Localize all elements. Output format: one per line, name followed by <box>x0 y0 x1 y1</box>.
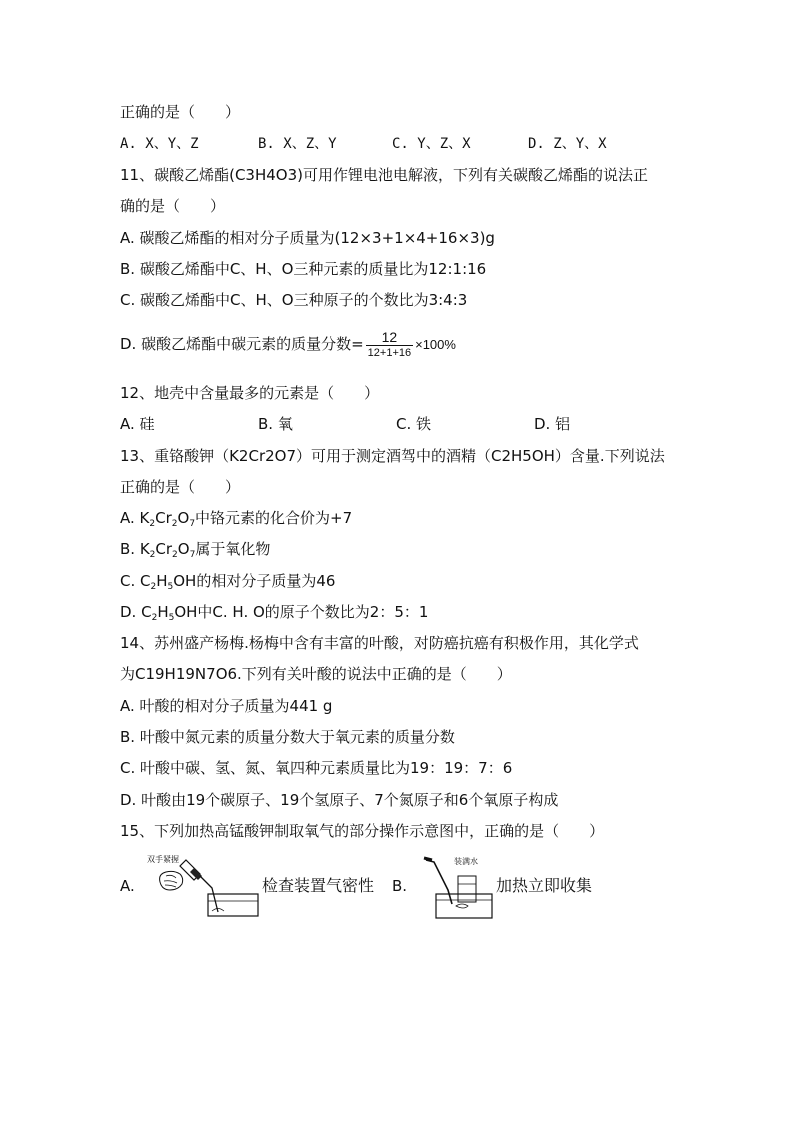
q11-fraction-denominator: 12+1+16 <box>367 347 412 359</box>
formula-subscript: 5 <box>167 582 174 592</box>
q11-option-a: A. 碳酸乙烯酯的相对分子质量为(12×3+1×4+16×3)g <box>120 229 495 247</box>
formula-element-h: H <box>157 603 169 621</box>
q15-stem: 15、下列加热高锰酸钾制取氧气的部分操作示意图中，正确的是（ ） <box>120 822 605 840</box>
q12-option-d: D. 铝 <box>534 415 571 433</box>
q13-option-b-text: 属于氧化物 <box>195 540 271 558</box>
airtightness-check-drawing <box>146 854 260 918</box>
q13-option-c-text: 的相对分子质量为46 <box>196 572 336 590</box>
q13-option-d-label: D. <box>120 603 142 621</box>
formula-subscript: 2 <box>151 613 158 623</box>
q13-option-a-text: 中铬元素的化合价为+7 <box>195 509 353 527</box>
q14-option-c: C. 叶酸中碳、氢、氮、氧四种元素质量比为19：19：7：6 <box>120 759 513 777</box>
q13-option-b-label: B. <box>120 540 140 558</box>
formula-subscript: 7 <box>189 519 196 529</box>
figure-water-collection <box>420 854 494 920</box>
formula-subscript: 2 <box>172 550 178 560</box>
q10-stem-tail: 正确的是（ ） <box>120 103 241 121</box>
formula-element-cr: Cr <box>155 540 173 558</box>
q13-option-d-text: 中C. H. O的原子个数比为2：5：1 <box>197 603 429 621</box>
formula-group-oh: OH <box>173 572 197 590</box>
collection-bottle-icon <box>458 876 476 902</box>
q13-formula-c2h5oh-c <box>140 572 196 590</box>
bubble-icon <box>456 904 468 908</box>
q11-stem-line1: 11、碳酸乙烯酯(C3H4O3)可用作锂电池电解液，下列有关碳酸乙烯酯的说法正 <box>120 166 648 184</box>
formula-subscript: 7 <box>189 550 196 560</box>
q13-stem-line2: 正确的是（ ） <box>120 478 241 496</box>
formula-group-oh: OH <box>174 603 198 621</box>
finger-lines <box>164 875 177 887</box>
q14-option-a: A. 叶酸的相对分子质量为441 g <box>120 697 333 715</box>
q13-option-a-label: A. <box>120 509 140 527</box>
formula-subscript: 2 <box>149 550 156 560</box>
q15-option-b-caption: 加热立即收集 <box>496 876 593 895</box>
q12-option-c: C. 铁 <box>396 415 432 433</box>
formula-element-k: K <box>139 509 150 527</box>
q15-option-a-caption: 检查装置气密性 <box>262 876 375 895</box>
q14-option-b: B. 叶酸中氮元素的质量分数大于氧元素的质量分数 <box>120 728 455 746</box>
formula-subscript: 2 <box>149 519 156 529</box>
q13-stem-line1: 13、重铬酸钾（K2Cr2O7）可用于测定酒驾中的酒精（C2H5OH）含量.下列说法 <box>120 447 665 465</box>
delivery-tube-icon <box>426 860 452 904</box>
q11-stem-line2: 确的是（ ） <box>120 197 226 215</box>
q11-fraction <box>366 329 413 360</box>
q12-stem: 12、地壳中含量最多的元素是（ ） <box>120 384 380 402</box>
q11-option-d-prefix: D. 碳酸乙烯酯中碳元素的质量分数= <box>120 335 364 353</box>
q13-formula-k2cr2o7-b <box>140 540 196 558</box>
tube-end-icon <box>424 858 432 860</box>
formula-element-cr: Cr <box>155 509 172 527</box>
formula-subscript: 2 <box>150 582 157 592</box>
water-basin-icon <box>208 894 258 916</box>
q13-option-a <box>120 508 352 528</box>
formula-subscript: 2 <box>171 519 178 529</box>
q12-option-a: A. 硅 <box>120 415 155 433</box>
q11-option-d <box>120 326 456 363</box>
q15-option-a-label: A. <box>120 877 135 895</box>
formula-element-c: C <box>140 572 151 590</box>
q13-option-b <box>120 539 270 559</box>
q15-option-b-label: B. <box>392 877 408 895</box>
formula-element-h: H <box>156 572 168 590</box>
q10-option-b: B. X、Z、Y <box>258 136 337 152</box>
formula-element-o: O <box>177 509 190 527</box>
q11-option-b: B. 碳酸乙烯酯中C、H、O三种元素的质量比为12:1:16 <box>120 260 487 278</box>
q14-stem-line2: 为C19H19N7O6.下列有关叶酸的说法中正确的是（ ） <box>120 665 512 683</box>
formula-element-o: O <box>177 540 190 558</box>
q13-formula-k2cr2o7-a <box>140 509 196 527</box>
q14-option-d: D. 叶酸由19个碳原子、19个氢原子、7个氮原子和6个氧原子构成 <box>120 791 559 809</box>
q12-option-b: B. 氧 <box>258 415 293 433</box>
formula-element-c: C <box>141 603 152 621</box>
q11-option-d-suffix: ×100% <box>415 337 456 352</box>
formula-subscript: 5 <box>168 613 175 623</box>
figure-airtightness-check <box>146 854 260 918</box>
q13-option-c <box>120 571 335 591</box>
water-collection-drawing <box>420 854 494 920</box>
figure-b-label: 装满水 <box>454 857 478 866</box>
q10-option-a: A. X、Y、Z <box>120 136 199 152</box>
q10-option-c: C. Y、Z、X <box>392 136 471 152</box>
q11-option-c: C. 碳酸乙烯酯中C、H、O三种原子的个数比为3:4:3 <box>120 291 468 309</box>
q13-option-c-label: C. <box>120 572 141 590</box>
water-basin-icon <box>436 894 492 918</box>
formula-element-k: K <box>139 540 150 558</box>
q13-formula-c2h5oh-d <box>141 603 197 621</box>
q14-stem-line1: 14、苏州盛产杨梅.杨梅中含有丰富的叶酸，对防癌抗癌有积极作用，其化学式 <box>120 634 639 652</box>
q11-fraction-numerator: 12 <box>381 329 398 345</box>
q10-option-d: D. Z、Y、X <box>528 136 607 152</box>
figure-a-label: 双手紧握 <box>147 855 179 864</box>
q13-option-d <box>120 602 428 622</box>
